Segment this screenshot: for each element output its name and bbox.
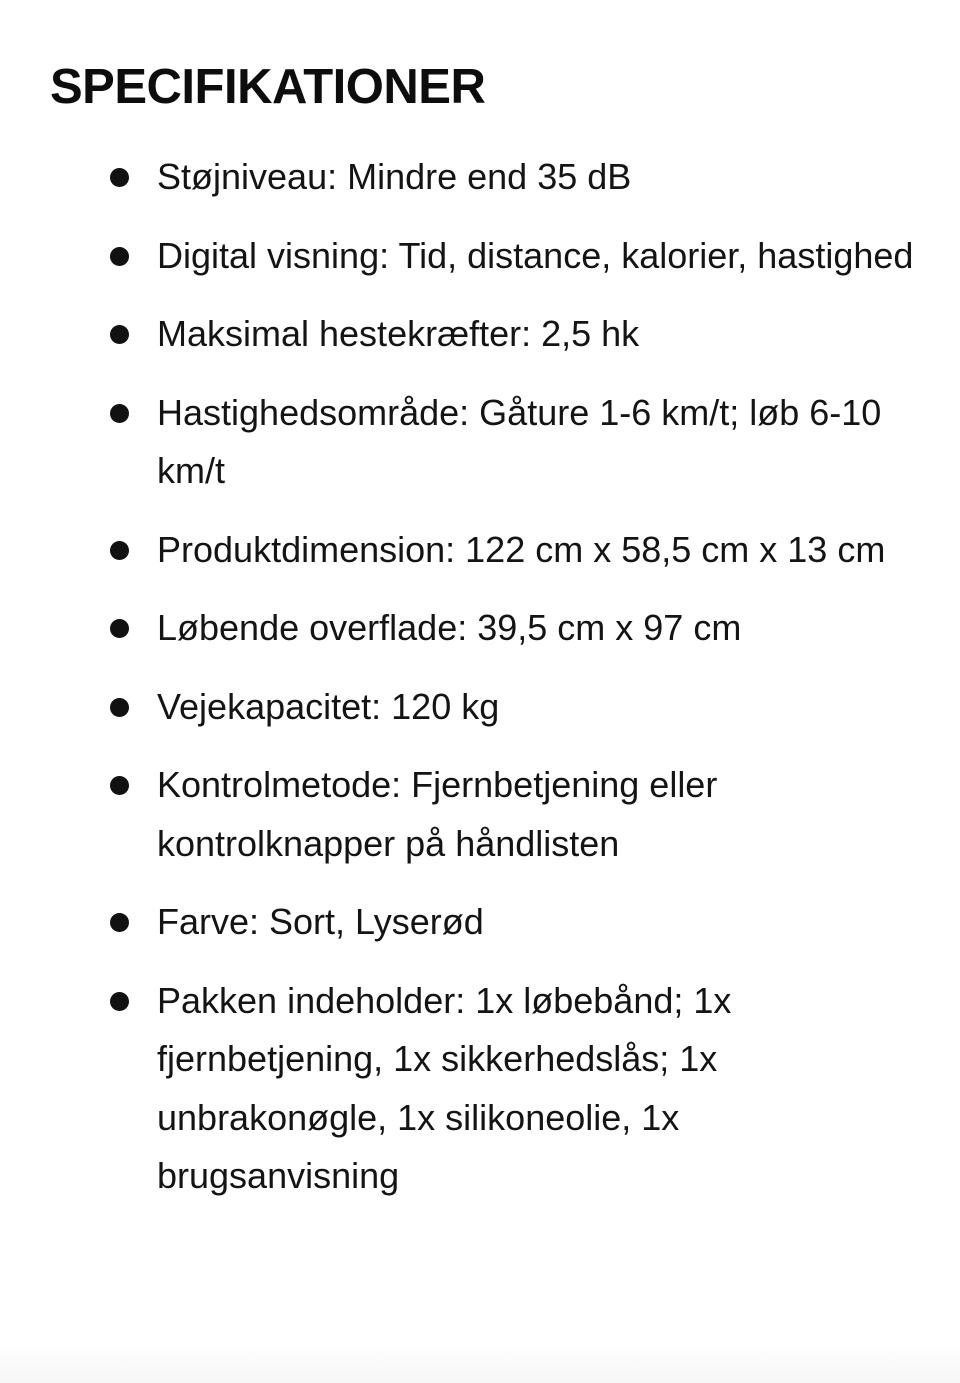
spec-item-display	[0, 227, 960, 286]
spec-text: Vejekapacitet: 120 kg	[157, 685, 500, 727]
bullet-icon	[110, 247, 129, 266]
page-title: SPECIFIKATIONER	[50, 60, 486, 114]
bullet-icon	[110, 541, 129, 560]
bullet-icon	[110, 404, 129, 423]
spec-text: Løbende overflade: 39,5 cm x 97 cm	[157, 607, 742, 648]
spec-text: Produktdimension: 122 cm x 58,5 cm x 13 cm	[157, 528, 886, 570]
bullet-icon	[110, 698, 129, 717]
bullet-icon	[110, 992, 129, 1011]
bullet-icon	[110, 776, 129, 795]
spec-text: Digital visning: Tid, distance, kalorier, hastighed	[157, 234, 914, 276]
spec-text: Maksimal hestekræfter: 2,5 hk	[157, 313, 640, 354]
spec-item-running-surface	[0, 599, 960, 658]
spec-item-color	[0, 893, 960, 952]
bottom-fade	[0, 1343, 960, 1383]
bullet-icon	[110, 168, 129, 187]
spec-item-weight-capacity	[0, 678, 960, 737]
spec-text: Pakken indeholder: 1x løbebånd; 1x fjernbetjening, 1x sikkerhedslås; 1x unbrakonøgle, 1x silikoneolie, 1x brugsanvisning	[157, 979, 732, 1196]
spec-text: Farve: Sort, Lyserød	[157, 901, 484, 942]
spec-text: Kontrolmetode: Fjernbetjening eller kontrolknapper på håndlisten	[157, 764, 718, 864]
spec-list	[0, 148, 960, 1226]
bullet-icon	[110, 913, 129, 932]
spec-item-noise	[0, 148, 960, 207]
spec-text: Hastighedsområde: Gåture 1-6 km/t; løb 6-10 km/t	[157, 391, 882, 491]
spec-item-package-contents	[0, 972, 960, 1206]
spec-text: Støjniveau: Mindre end 35 dB	[157, 156, 632, 197]
spec-item-dimensions	[0, 521, 960, 580]
bullet-icon	[110, 325, 129, 344]
spec-item-horsepower	[0, 305, 960, 364]
spec-item-control-method	[0, 756, 960, 873]
spec-item-speed-range	[0, 384, 960, 501]
bullet-icon	[110, 619, 129, 638]
